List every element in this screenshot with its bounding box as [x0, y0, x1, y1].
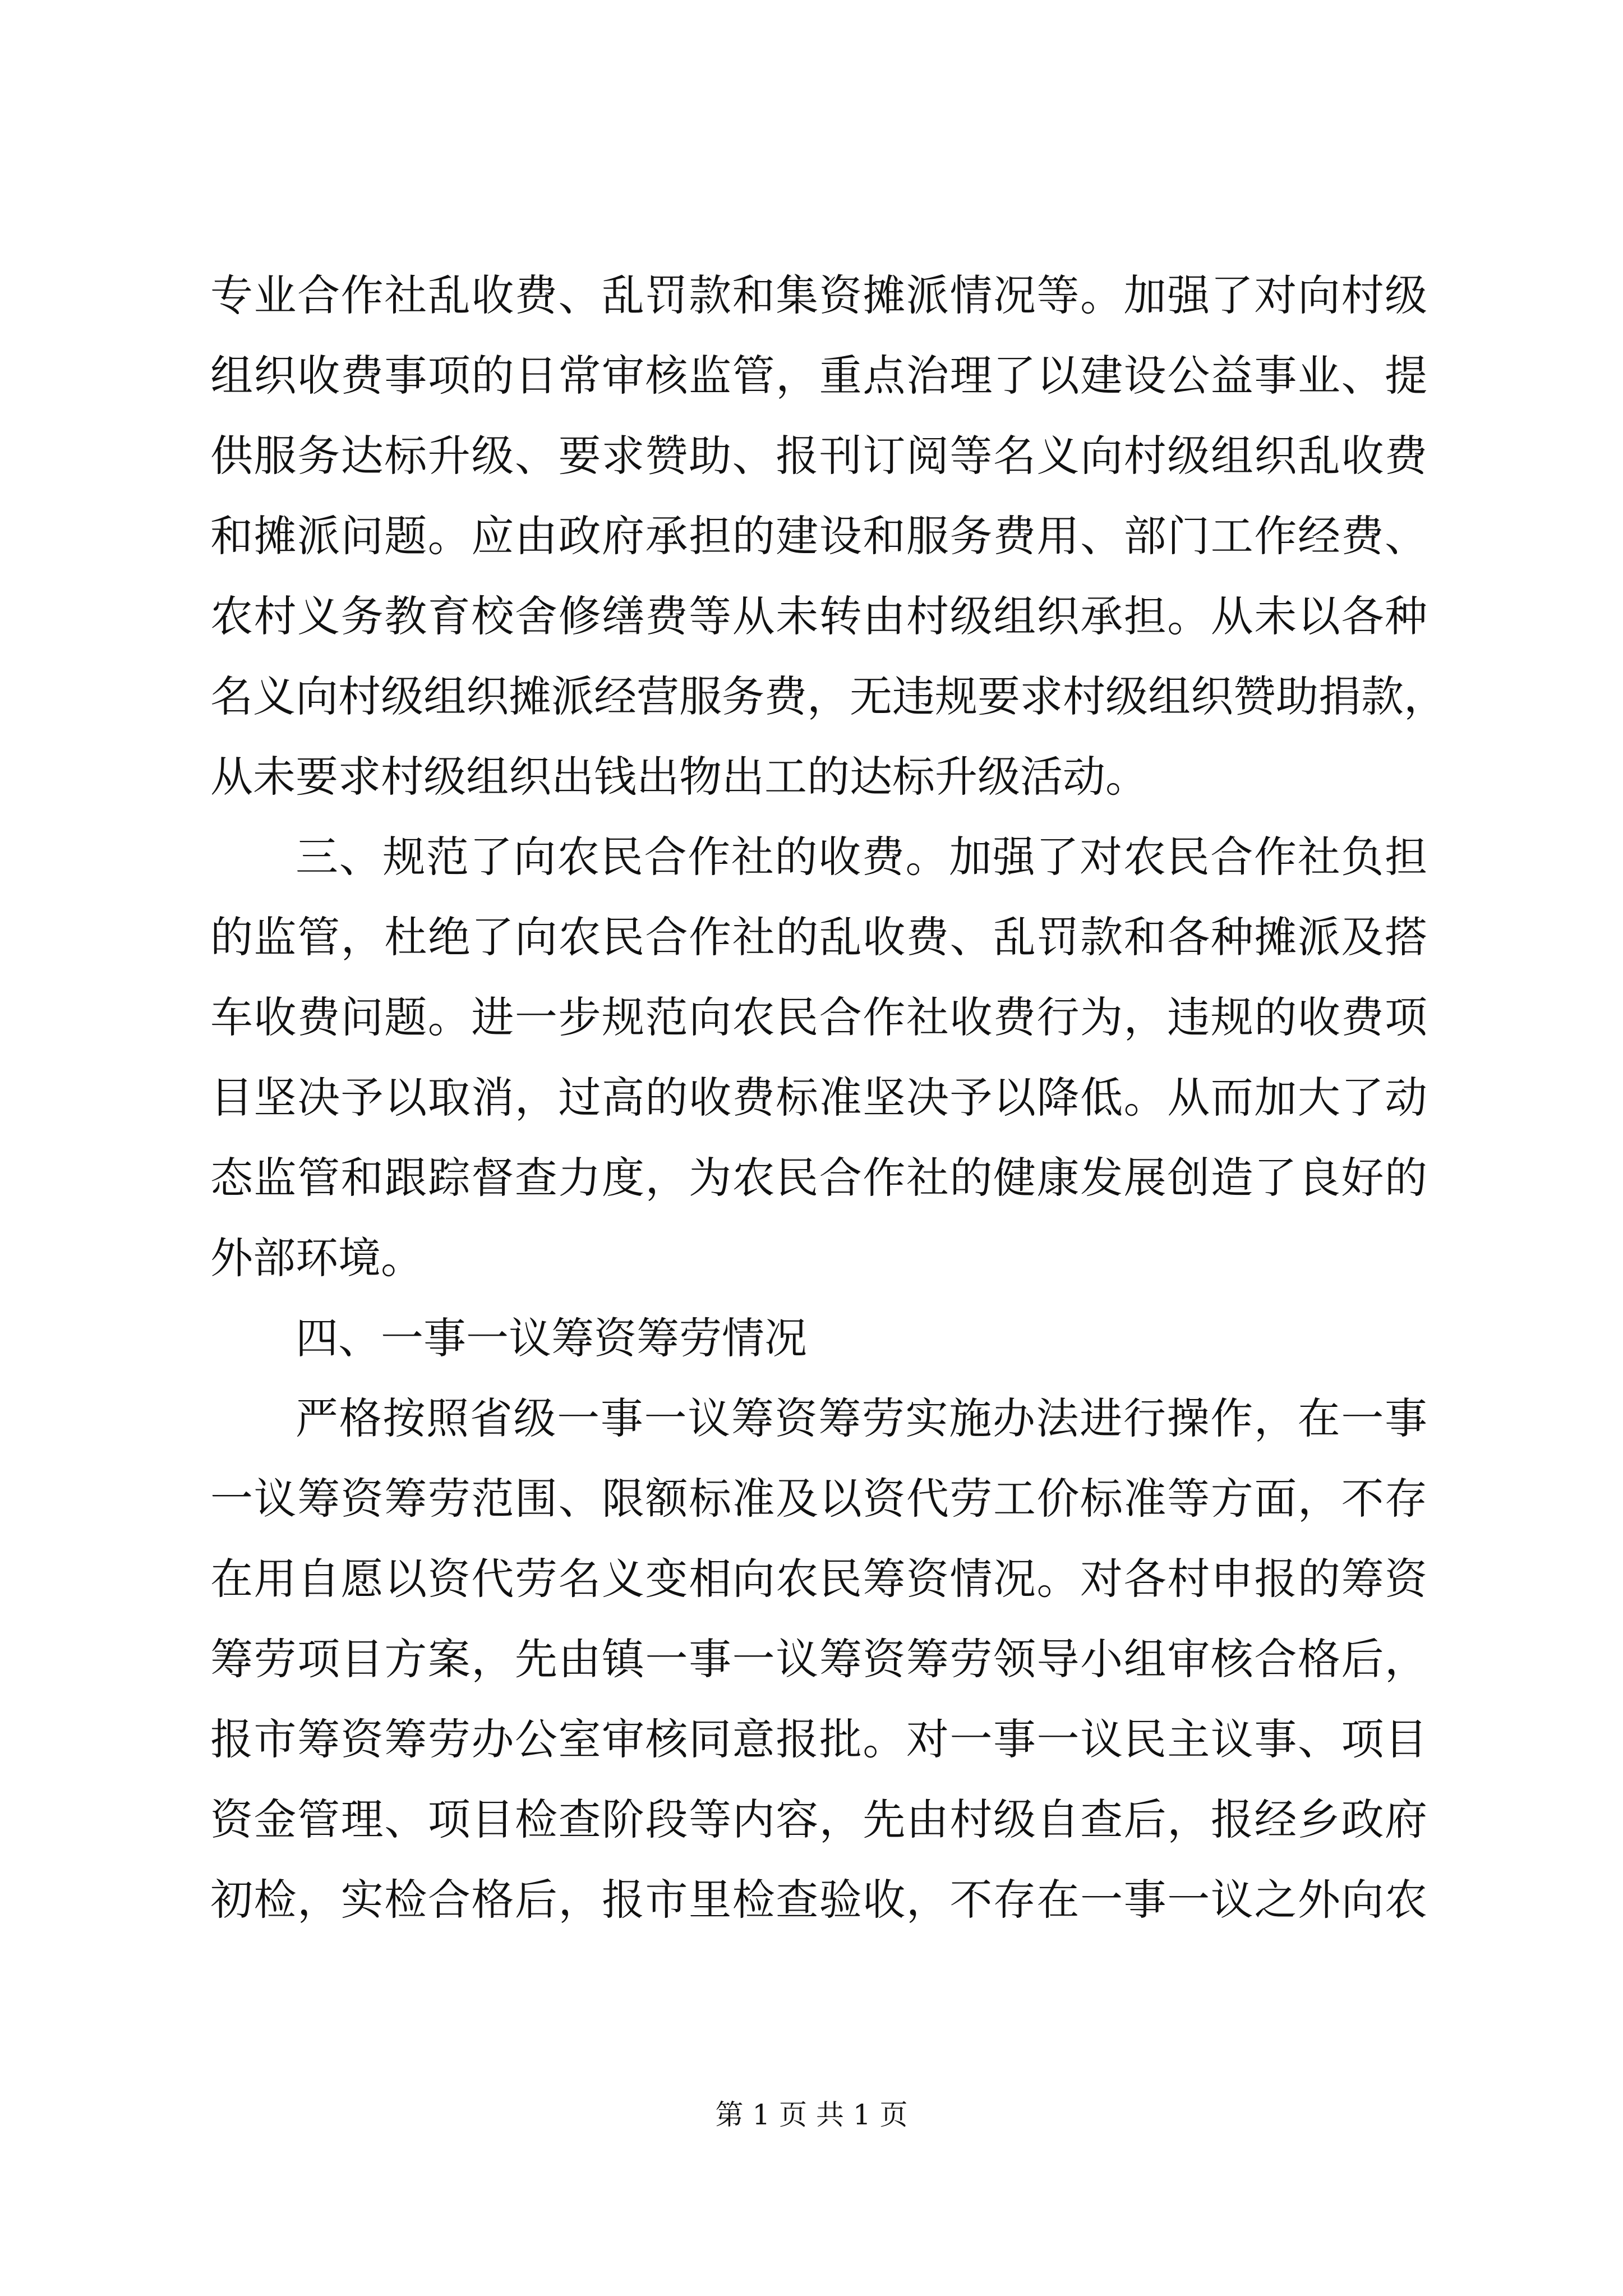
text-line: 农村义务教育校舍修缮费等从未转由村级组织承担。从未以各种 [210, 591, 1427, 641]
text-line: 目坚决予以取消，过高的收费标准坚决予以降低。从而加大了动 [210, 1073, 1427, 1122]
text-line: 供服务达标升级、要求赞助、报刊订阅等名义向村级组织乱收费 [210, 431, 1427, 481]
text-line: 名义向村级组织摊派经营服务费，无违规要求村级组织赞助捐款， [210, 671, 1446, 721]
text-line: 四、一事一议筹资筹劳情况 [296, 1313, 807, 1363]
text-line: 一议筹资筹劳范围、限额标准及以资代劳工价标准等方面，不存 [210, 1474, 1427, 1524]
text-line: 车收费问题。进一步规范向农民合作社收费行为，违规的收费项 [210, 992, 1427, 1042]
text-line: 报市筹资筹劳办公室审核同意报批。对一事一议民主议事、项目 [210, 1714, 1427, 1764]
text-line: 态监管和跟踪督查力度，为农民合作社的健康发展创造了良好的 [210, 1153, 1427, 1203]
text-line: 初检，实检合格后，报市里检查验收，不存在一事一议之外向农 [210, 1875, 1427, 1925]
text-line: 专业合作社乱收费、乱罚款和集资摊派情况等。加强了对向村级 [210, 270, 1427, 320]
paragraph [210, 1378, 1427, 1940]
text-line: 筹劳项目方案，先由镇一事一议筹资筹劳领导小组审核合格后， [210, 1634, 1427, 1684]
text-line: 三、规范了向农民合作社的收费。加强了对农民合作社负担 [296, 832, 1427, 882]
text-line: 外部环境。 [210, 1233, 423, 1283]
paragraph [210, 255, 1446, 817]
text-line: 和摊派问题。应由政府承担的建设和服务费用、部门工作经费、 [210, 511, 1427, 561]
paragraph [210, 1298, 1427, 1378]
text-line: 资金管理、项目检查阶段等内容，先由村级自查后，报经乡政府 [210, 1795, 1427, 1844]
paragraph [210, 817, 1427, 1298]
text-line: 组织收费事项的日常审核监管，重点治理了以建设公益事业、提 [210, 351, 1427, 401]
document-body [210, 255, 1446, 1940]
text-line: 的监管，杜绝了向农民合作社的乱收费、乱罚款和各种摊派及搭 [210, 912, 1427, 962]
page-footer: 第 1 页 共 1 页 [715, 2099, 908, 2131]
text-line: 在用自愿以资代劳名义变相向农民筹资情况。对各村申报的筹资 [210, 1554, 1427, 1604]
text-line: 从未要求村级组织出钱出物出工的达标升级活动。 [210, 752, 1148, 802]
text-line: 严格按照省级一事一议筹资筹劳实施办法进行操作，在一事 [296, 1393, 1427, 1443]
